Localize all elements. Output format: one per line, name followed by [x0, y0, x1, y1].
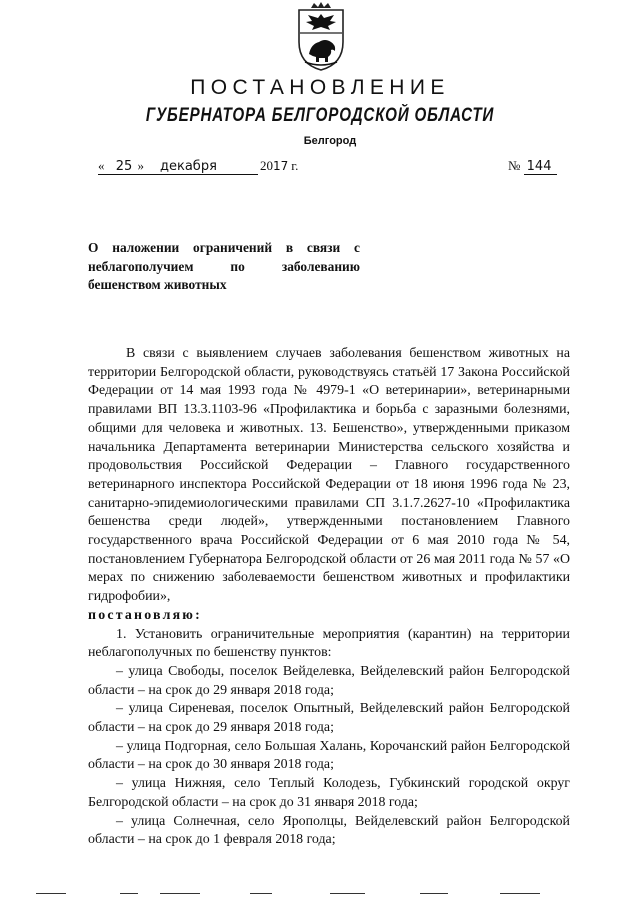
document-subject: О наложении ограничений в связи с неблагополучием по заболеванию бешенством животных — [88, 240, 360, 292]
document-number: 144 — [524, 159, 558, 175]
date-year-unit: г. — [291, 158, 299, 173]
date-line — [98, 158, 298, 175]
resolve-word: постановляю: — [88, 607, 202, 623]
document-issuer: ГУБЕРНАТОРА БЕЛГОРОДСКОЙ ОБЛАСТИ — [145, 105, 495, 126]
list-item: – улица Свободы, поселок Вейделевка, Вейделевский район Белгородской области – на срок до 29 января 2018 года; — [88, 663, 570, 698]
date-day: 25 — [115, 159, 133, 174]
list-item: – улица Подгорная, село Большая Халань, Корочанский район Белгородской области – на срок до 30 января 2018 года; — [88, 738, 570, 773]
preamble-paragraph: В связи с выявлением случаев заболевания бешенством животных на территории Белгородской области, руководствуясь статьёй 17 Закона Российской Федерации от 14 мая 1993 года № 4979-1 «О ветеринарии», ветеринарными правилами ВП 13.3.1103-96 «Профилактика и борьба с заразными болезнями, общими для человека и животных. 13. Бешенство», утвержденными приказом начальника Департамента ветеринарии Министерства сельского хозяйства и продовольствия Российской Федерации – Главного государственного ветеринарного инспектора Российской Федерации от 18 июня 1996 года № 23, санитарно-эпидемиологическими правилами СП 3.1.7.2627-10 «Профилактика бешенства среди людей», утвержденными постановлением Главного государственного врача Российской Федерации от 6 мая 2010 года № 54, постановлением Губернатора Белгородской области от 26 мая 2011 года № 57 «О мерах по снижению заболеваемости бешенством животных и профилактики гидрофобии», — [88, 346, 570, 605]
list-item: – улица Нижняя, село Теплый Колодезь, Губкинский городской округ Белгородской области – на срок до 31 января 2018 года; — [88, 776, 570, 810]
date-close-quote: » — [137, 158, 145, 173]
document-body — [88, 345, 570, 850]
list-item: – улица Солнечная, село Ярополцы, Вейделевский район Белгородской области – на срок до 1 февраля 2018 года; — [88, 813, 570, 848]
date-year-suffix: 17 — [273, 159, 289, 173]
document-city: Белгород — [303, 135, 357, 147]
list-item: – улица Сиреневая, поселок Опытный, Вейделевский район Белгородской области – на срок до 29 января 2018 года; — [88, 701, 570, 736]
item-1-paragraph: 1. Установить ограничительные мероприятия (карантин) на территории неблагополучных по бешенству пунктов: — [88, 626, 570, 661]
number-label: № — [508, 158, 521, 173]
date-day-field — [98, 158, 148, 175]
date-month: декабря — [160, 159, 217, 174]
coat-of-arms-emblem — [293, 2, 349, 72]
document-number-line — [508, 158, 557, 174]
document-title: ПОСТАНОВЛЕНИЕ — [190, 76, 450, 99]
date-year-prefix: 20 — [260, 158, 273, 173]
date-open-quote: « — [98, 158, 105, 173]
date-month-field — [148, 158, 258, 175]
bottom-scan-marks — [0, 893, 640, 905]
